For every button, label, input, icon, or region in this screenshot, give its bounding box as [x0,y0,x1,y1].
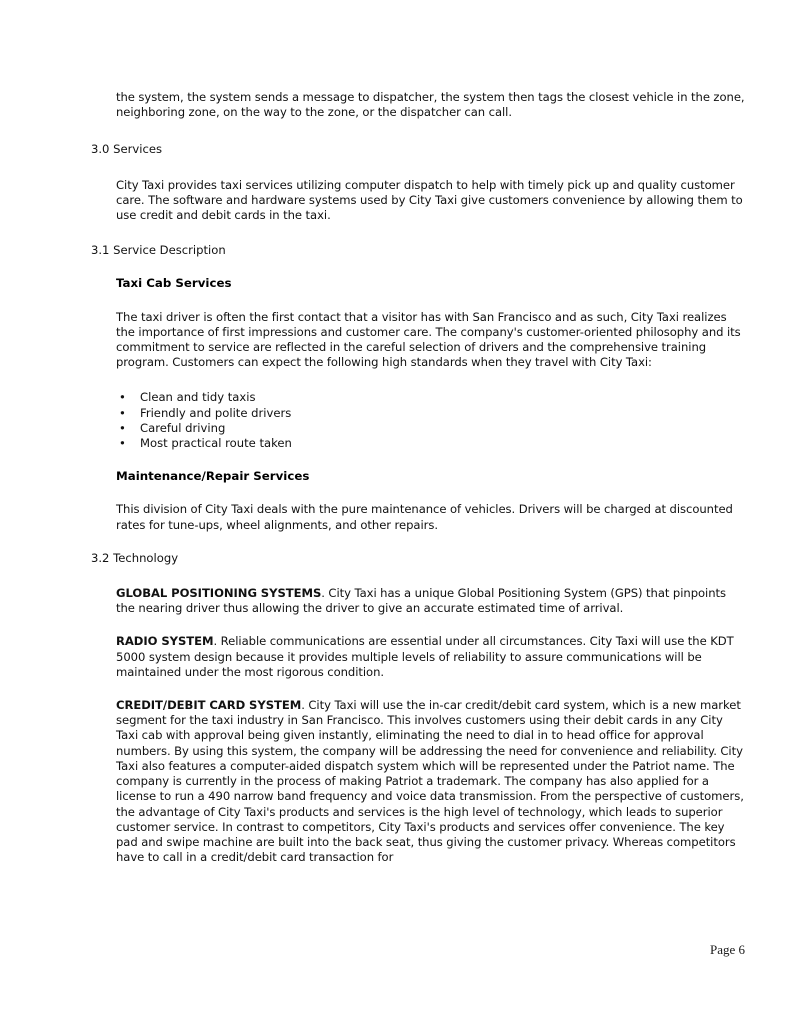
page-number-footer: Page 6 [709,942,745,957]
gps-paragraph [116,586,745,616]
maintenance-paragraph: This division of City Taxi deals with the pure maintenance of vehicles. Drivers will be charged at discounted rates for tune-ups, wheel alignments, and other repairs. [116,502,733,532]
section-heading-3-2: 3.2 Technology [91,550,179,565]
section-3-0-paragraph: City Taxi provides taxi services utilizing computer dispatch to help with timely pick up and quality customer care. The software and hardware systems used by City Taxi give customers convenience by allowing them to use credit and debit cards in the taxi. [116,177,743,223]
spacer [91,680,745,698]
section-heading-3-0: 3.0 Services [91,142,163,157]
page-content [91,90,745,865]
list-item [119,390,745,405]
bullet-icon: • [119,420,126,435]
radio-paragraph [116,634,745,680]
taxi-cab-services-paragraph: The taxi driver is often the first contact that a visitor has with San Francisco and as such, City Taxi realizes the importance of first impressions and customer care. The company's customer-oriented philosophy and its commitment to service are reflected in the careful selection of drivers and the comprehensive training program. Customers can expect the following high standards when they travel with City Taxi: [116,309,741,370]
bullet-icon: • [119,390,126,405]
bullet-icon: • [119,405,126,420]
spacer [91,158,745,178]
list-item-label: Careful driving [140,420,226,435]
standards-bullet-list [119,390,745,451]
spacer [91,370,745,390]
list-item-label: Friendly and polite drivers [140,405,292,420]
gps-body-text: . City Taxi has a unique Global Positioning System (GPS) that pinpoints the nearing driver thus allowing the driver to give an accurate estimated time of arrival. [116,586,727,616]
subheading-maintenance-repair-services: Maintenance/Repair Services [116,469,310,484]
spacer [91,223,745,243]
list-item-label: Most practical route taken [140,436,292,451]
gps-run-in-heading: GLOBAL POSITIONING SYSTEMS [116,586,322,601]
list-item [119,406,745,421]
spacer [91,533,745,551]
radio-run-in-heading: RADIO SYSTEM [116,634,214,649]
bullet-icon: • [119,436,126,451]
list-item [119,436,745,451]
spacer [91,451,745,469]
radio-body-text: . Reliable communications are essential under all circumstances. City Taxi will use the KDT 5000 system design because it provides multiple levels of reliability to assure communications will be maintained under the most rigorous condition. [116,634,734,679]
spacer [91,616,745,634]
continued-paragraph: the system, the system sends a message to dispatcher, the system then tags the closest vehicle in the zone, neighboring zone, on the way to the zone, or the dispatcher can call. [116,90,745,120]
list-item [119,421,745,436]
subheading-taxi-cab-services: Taxi Cab Services [116,276,232,291]
spacer [91,258,745,276]
spacer [91,566,745,586]
section-heading-3-1: 3.1 Service Description [91,243,226,258]
spacer [91,120,745,142]
spacer [91,292,745,310]
credit-debit-body-text: . City Taxi will use the in-car credit/debit card system, which is a new market segment for the taxi industry in San Francisco. This involves customers using their debit cards in any City Taxi cab with approval being given instantly, eliminating the need to dial in to head office for approval numbers. By using this system, the company will be addressing the need for convenience and reliability. City Taxi also features a computer-aided dispatch system which will be represented under the Patriot name. The company is currently in the process of making Patriot a trademark. The company has also applied for a license to run a 490 narrow band frequency and voice data transmission. From the perspective of customers, the advantage of City Taxi's products and services is the high level of technology, which leads to superior customer service. In contrast to competitors, City Taxi's products and services offer convenience. The key pad and swipe machine are built into the back seat, thus giving the customer privacy. Whereas competitors have to call in a credit/debit card transaction for [116,698,744,865]
credit-debit-run-in-heading: CREDIT/DEBIT CARD SYSTEM [116,698,302,713]
spacer [91,484,745,502]
list-item-label: Clean and tidy taxis [140,390,256,405]
credit-debit-paragraph [116,698,745,865]
